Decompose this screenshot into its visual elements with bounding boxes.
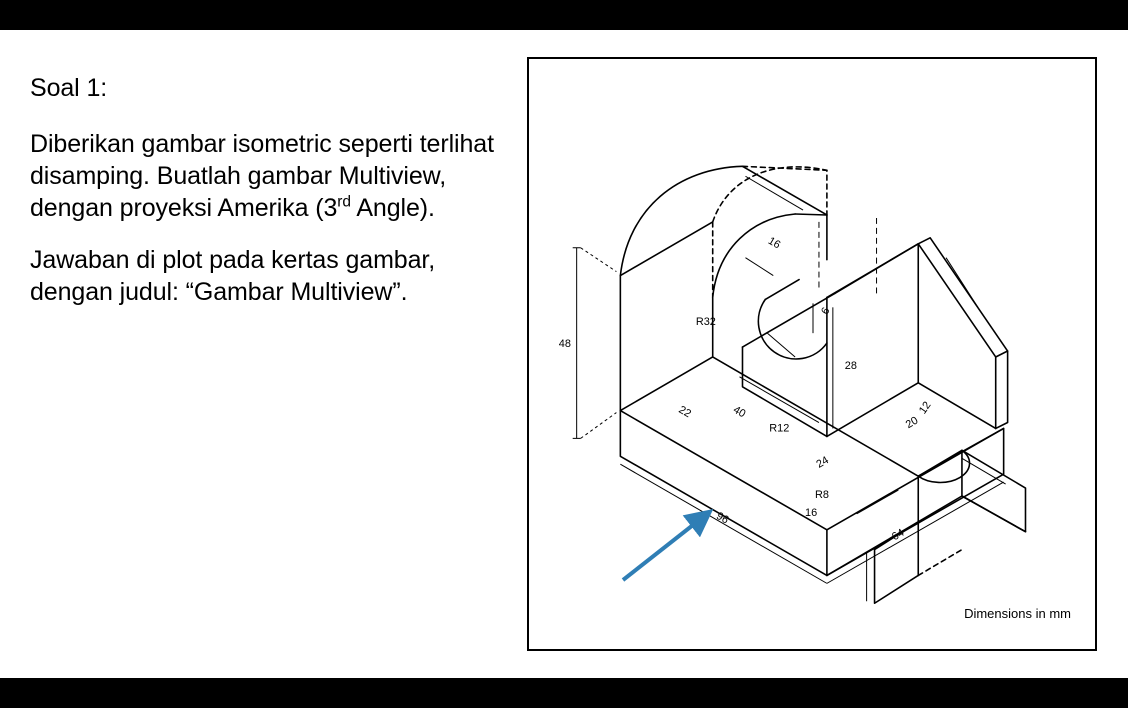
notch-block-back [918,550,962,576]
rib-thickness [918,238,1007,429]
wall-inner-top [795,214,827,215]
wall-top-run [742,166,826,215]
dim-base-length: 40 [731,403,748,421]
top-band [0,0,1128,30]
text-column [30,72,500,328]
wall-inner-arc [713,214,795,357]
dim-notch-width: 24 [814,454,831,471]
isometric-drawing [529,59,1095,649]
pointer-arrow [615,500,725,590]
dim-top-block-width: 16 [765,234,783,252]
dim-base-side: 64 [889,526,907,544]
dim-radius-large: R32 [695,316,716,329]
page-title: Soal 1: [30,74,108,102]
dim-ear-width: 20 [903,414,921,432]
rib-outer [918,244,995,429]
dim-radius-medium: R12 [769,422,790,435]
semicircle-cut [758,299,827,359]
rib-thickness-top [996,351,1008,357]
dim-slot-width: 6 [819,305,833,317]
instruction-paragraph-1-part-b: Angle). [350,194,435,222]
dim-radius-small: R8 [814,488,829,501]
ear-top [918,450,1025,531]
dim-center-height: 28 [844,359,857,372]
instruction-paragraph-2: Jawaban di plot pada kertas gambar, dengan judul: “Gambar Multiview”. [30,246,436,306]
dim-overall-height: 48 [558,338,571,351]
base-plate-top [620,357,1003,476]
bottom-band [0,678,1128,708]
ear-side [962,450,1026,531]
instruction-paragraph-1-part-a: Diberikan gambar isometric seperti terlihat disamping. Buatlah gambar Multiview, dengan proyeksi Amerika (3 [30,130,494,222]
dim-upper-depth: 22 [676,403,693,421]
dim-notch-height: 16 [805,506,818,519]
isometric-drawing-panel [527,57,1097,651]
instruction-paragraph-1 [30,128,500,224]
middle-block-right [827,244,918,437]
dim-rib-thickness: 12 [916,399,934,417]
ordinal-suffix: rd [337,193,351,211]
cut-edge-left [765,280,799,300]
notch-block-left [875,550,919,604]
base-right-edge [827,476,918,575]
dim-base-front: 96 [714,510,731,527]
dimensions-caption: Dimensions in mm [964,606,1071,621]
middle-block-top-left [742,293,834,347]
